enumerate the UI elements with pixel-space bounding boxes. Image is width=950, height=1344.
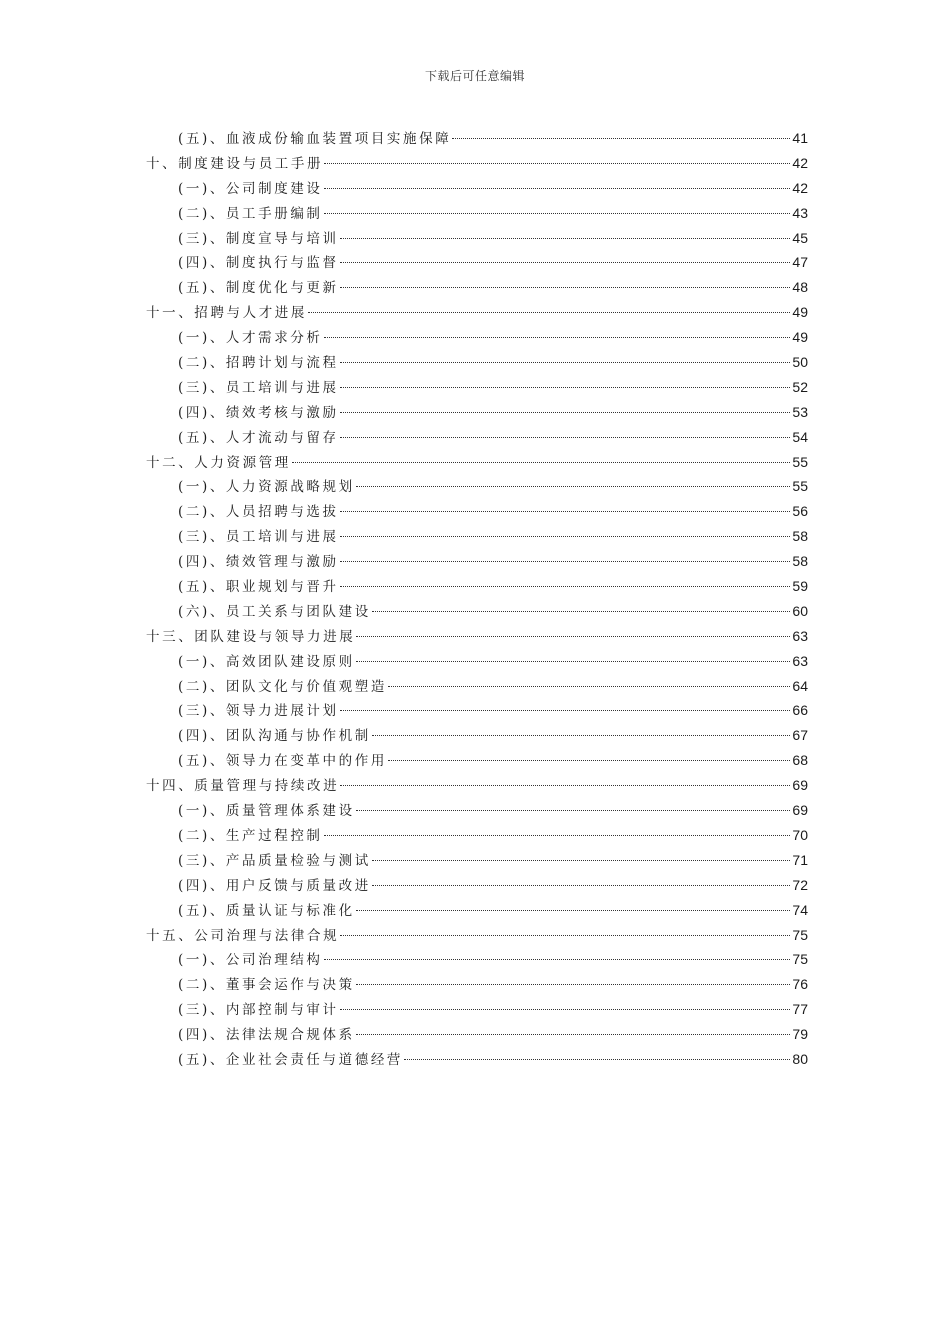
toc-entry-title: (三)、员工培训与进展 [178, 529, 339, 546]
toc-entry-title: (一)、人力资源战略规划 [178, 479, 355, 496]
toc-dot-leader [340, 1009, 791, 1010]
toc-chapter-entry[interactable] [146, 773, 808, 798]
toc-dot-leader [356, 486, 791, 487]
toc-dot-leader [340, 287, 791, 288]
toc-section-entry[interactable] [146, 425, 808, 450]
toc-entry-page-number: 50 [792, 354, 808, 371]
toc-entry-page-number: 52 [792, 378, 808, 395]
toc-dot-leader [340, 710, 791, 711]
toc-entry-page-number: 74 [792, 901, 808, 918]
toc-entry-page-number: 48 [792, 279, 808, 296]
toc-entry-title: (二)、招聘计划与流程 [178, 355, 339, 372]
toc-entry-page-number: 42 [792, 179, 808, 196]
toc-entry-page-number: 80 [792, 1050, 808, 1067]
toc-section-entry[interactable] [146, 873, 808, 898]
toc-entry-title: (二)、团队文化与价值观塑造 [178, 678, 387, 695]
toc-entry-title: (三)、内部控制与审计 [178, 1002, 339, 1019]
toc-entry-page-number: 68 [792, 752, 808, 769]
toc-dot-leader [356, 1034, 791, 1035]
toc-entry-page-number: 79 [792, 1026, 808, 1043]
toc-entry-page-number: 56 [792, 503, 808, 520]
toc-dot-leader [404, 1059, 790, 1060]
toc-section-entry[interactable] [146, 1047, 808, 1072]
toc-dot-leader [340, 536, 791, 537]
toc-dot-leader [324, 188, 791, 189]
page-header: 下载后可任意编辑 [424, 69, 525, 83]
toc-chapter-entry[interactable] [146, 151, 808, 176]
toc-dot-leader [340, 387, 791, 388]
toc-section-entry[interactable] [146, 723, 808, 748]
toc-entry-title: (五)、血液成份输血装置项目实施保障 [178, 131, 452, 147]
toc-dot-leader [292, 462, 791, 463]
toc-entry-page-number: 63 [792, 627, 808, 644]
toc-chapter-entry[interactable] [146, 450, 808, 475]
toc-dot-leader [356, 810, 791, 811]
toc-entry-page-number: 58 [792, 553, 808, 570]
toc-entry-page-number: 67 [792, 727, 808, 744]
toc-entry-title: (一)、质量管理体系建设 [178, 803, 355, 820]
toc-entry-page-number: 42 [792, 154, 808, 171]
toc-section-entry[interactable] [146, 325, 808, 350]
toc-entry-title: (五)、职业规划与晋升 [178, 579, 339, 596]
toc-entry-page-number: 55 [792, 453, 808, 470]
toc-section-entry[interactable] [146, 275, 808, 300]
toc-dot-leader [340, 362, 791, 363]
toc-dot-leader [340, 262, 791, 263]
toc-entry-title: (四)、法律法规合规体系 [178, 1027, 355, 1044]
toc-entry-page-number: 69 [792, 802, 808, 819]
toc-entry-page-number: 75 [792, 926, 808, 943]
toc-section-entry[interactable] [146, 400, 808, 425]
toc-entry-title: 十一、招聘与人才进展 [146, 305, 307, 322]
toc-dot-leader [340, 935, 790, 936]
toc-dot-leader [372, 860, 791, 861]
toc-section-entry[interactable] [146, 798, 808, 823]
toc-entry-page-number: 49 [792, 304, 808, 321]
toc-section-entry[interactable] [146, 898, 808, 923]
toc-entry-title: 十四、质量管理与持续改进 [146, 778, 340, 795]
toc-entry-title: (四)、团队沟通与协作机制 [178, 728, 371, 745]
toc-entry-title: (五)、领导力在变革中的作用 [178, 753, 387, 770]
toc-section-entry[interactable] [146, 649, 808, 674]
toc-entry-page-number: 49 [792, 329, 808, 346]
toc-section-entry[interactable] [146, 748, 808, 773]
toc-dot-leader [356, 910, 791, 911]
toc-entry-page-number: 59 [792, 578, 808, 595]
toc-entry-page-number: 77 [792, 1001, 808, 1018]
toc-section-entry[interactable] [146, 250, 808, 275]
toc-section-entry[interactable] [146, 823, 808, 848]
toc-entry-page-number: 75 [792, 951, 808, 968]
toc-dot-leader [324, 959, 791, 960]
toc-entry-title: (二)、生产过程控制 [178, 827, 323, 844]
toc-section-entry[interactable] [146, 474, 808, 499]
toc-section-entry[interactable] [146, 176, 808, 201]
toc-entry-page-number: 72 [792, 876, 808, 893]
toc-entry-title: (三)、领导力进展计划 [178, 703, 339, 720]
toc-entry-title: 十三、团队建设与领导力进展 [146, 628, 356, 645]
toc-section-entry[interactable] [146, 126, 808, 151]
toc-section-entry[interactable] [146, 549, 808, 574]
toc-entry-page-number: 43 [792, 204, 808, 221]
toc-entry-title: 十五、公司治理与法律合规 [146, 927, 340, 944]
toc-dot-leader [356, 636, 790, 637]
toc-entry-title: (四)、绩效管理与激励 [178, 554, 339, 571]
toc-entry-page-number: 71 [792, 851, 808, 868]
toc-section-entry[interactable] [146, 599, 808, 624]
toc-entry-page-number: 45 [792, 229, 808, 246]
toc-entry-title: (五)、人才流动与留存 [178, 429, 339, 446]
toc-dot-leader [324, 213, 791, 214]
toc-entry-page-number: 69 [792, 777, 808, 794]
toc-entry-page-number: 58 [792, 528, 808, 545]
toc-entry-page-number: 41 [792, 130, 808, 146]
toc-section-entry[interactable] [146, 201, 808, 226]
toc-section-entry[interactable] [146, 947, 808, 972]
toc-entry-page-number: 70 [792, 826, 808, 843]
toc-entry-title: 十、制度建设与员工手册 [146, 155, 324, 172]
toc-entry-page-number: 63 [792, 652, 808, 669]
toc-dot-leader [340, 561, 791, 562]
toc-dot-leader [452, 138, 790, 139]
toc-dot-leader [340, 238, 791, 239]
toc-dot-leader [340, 586, 791, 587]
toc-section-entry[interactable] [146, 674, 808, 699]
toc-entry-title: (六)、员工关系与团队建设 [178, 603, 371, 620]
toc-dot-leader [356, 984, 791, 985]
toc-dot-leader [308, 312, 790, 313]
toc-entry-page-number: 60 [792, 602, 808, 619]
toc-entry-title: (一)、公司治理结构 [178, 952, 323, 969]
toc-section-entry[interactable] [146, 524, 808, 549]
toc-section-entry[interactable] [146, 499, 808, 524]
toc-dot-leader [388, 686, 790, 687]
table-of-contents [146, 126, 808, 1072]
toc-entry-title: (一)、人才需求分析 [178, 330, 323, 347]
toc-dot-leader [372, 611, 791, 612]
toc-dot-leader [372, 735, 791, 736]
toc-chapter-entry[interactable] [146, 624, 808, 649]
toc-entry-title: (五)、制度优化与更新 [178, 280, 339, 297]
toc-section-entry[interactable] [146, 972, 808, 997]
toc-entry-page-number: 66 [792, 702, 808, 719]
toc-dot-leader [340, 511, 791, 512]
toc-section-entry[interactable] [146, 848, 808, 873]
toc-entry-page-number: 64 [792, 677, 808, 694]
toc-chapter-entry[interactable] [146, 300, 808, 325]
toc-entry-page-number: 47 [792, 254, 808, 271]
toc-entry-page-number: 54 [792, 428, 808, 445]
toc-dot-leader [340, 412, 791, 413]
toc-entry-title: (一)、高效团队建设原则 [178, 653, 355, 670]
toc-entry-title: (五)、企业社会责任与道德经营 [178, 1051, 404, 1068]
toc-entry-page-number: 76 [792, 976, 808, 993]
toc-chapter-entry[interactable] [146, 923, 808, 948]
toc-section-entry[interactable] [146, 574, 808, 599]
toc-entry-page-number: 53 [792, 403, 808, 420]
toc-dot-leader [340, 437, 791, 438]
toc-dot-leader [324, 337, 791, 338]
toc-entry-title: (二)、员工手册编制 [178, 205, 323, 222]
toc-dot-leader [372, 885, 791, 886]
toc-entry-title: (五)、质量认证与标准化 [178, 902, 355, 919]
toc-section-entry[interactable] [146, 375, 808, 400]
toc-dot-leader [356, 661, 791, 662]
toc-section-entry[interactable] [146, 226, 808, 251]
toc-entry-title: (三)、产品质量检验与测试 [178, 852, 371, 869]
toc-section-entry[interactable] [146, 698, 808, 723]
toc-entry-title: (二)、人员招聘与选拔 [178, 504, 339, 521]
toc-entry-title: (四)、绩效考核与激励 [178, 404, 339, 421]
toc-entry-title: 十二、人力资源管理 [146, 454, 291, 471]
toc-dot-leader [324, 835, 791, 836]
toc-dot-leader [388, 760, 790, 761]
toc-section-entry[interactable] [146, 997, 808, 1022]
toc-entry-title: (四)、制度执行与监督 [178, 255, 339, 272]
toc-dot-leader [340, 785, 790, 786]
toc-entry-title: (一)、公司制度建设 [178, 180, 323, 197]
toc-section-entry[interactable] [146, 1022, 808, 1047]
toc-dot-leader [324, 163, 790, 164]
toc-section-entry[interactable] [146, 350, 808, 375]
toc-entry-title: (四)、用户反馈与质量改进 [178, 877, 371, 894]
toc-entry-title: (三)、制度宣导与培训 [178, 230, 339, 247]
toc-entry-page-number: 55 [792, 478, 808, 495]
toc-entry-title: (二)、董事会运作与决策 [178, 977, 355, 994]
toc-entry-title: (三)、员工培训与进展 [178, 379, 339, 396]
